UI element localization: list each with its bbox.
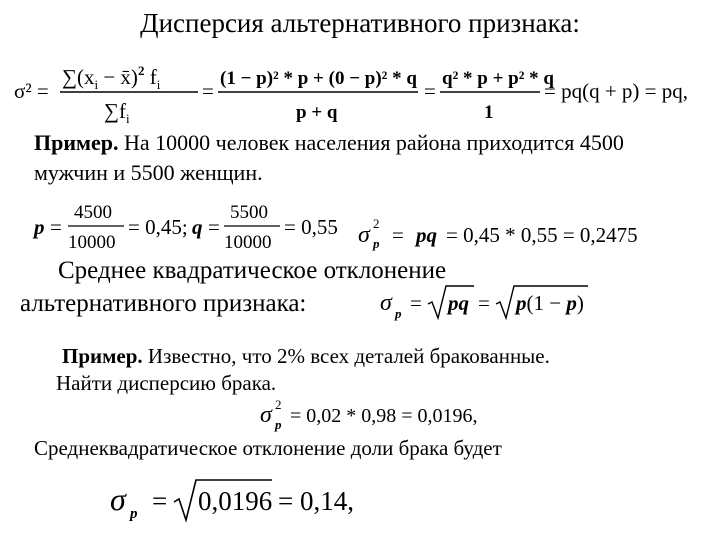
example2-text: Известно, что 2% всех деталей бракованные. [142,344,550,368]
equals-sign: = [152,486,168,516]
sigma-symbol: σ [110,481,126,517]
defect-variance-result: = 0,02 * 0,98 = 0,0196, [290,405,478,427]
fraction3-numerator: q² * p + p² * q [442,68,554,89]
p-numerator: 4500 [74,202,112,223]
formula-lhs: σ² = [14,79,49,103]
std-dev-formula [370,282,600,328]
sigma-subscript: p [395,306,402,321]
p-symbol: p [34,215,45,239]
example2-line1 [62,341,550,371]
formula-tail: = pq(q + p) = pq, [544,79,689,103]
fraction3-denominator: 1 [484,102,494,123]
variance-result: = 0,45 * 0,55 = 0,2475 [446,223,638,247]
equals-sign: = [410,291,422,315]
radicand-value: 0,0196 [198,486,273,516]
fraction2-numerator: (1 − p)² * p + (0 − p)² * q [220,68,417,89]
p-denominator: 10000 [68,232,116,253]
equals-sign: = [202,79,214,103]
p-q-formula [0,198,720,258]
equals-sign: = [392,223,404,247]
q-symbol: q [192,215,203,239]
sigma-subscript: p [130,506,138,522]
example2-label: Пример. [62,344,143,368]
conclusion-text: Среднеквадратическое отклонение доли брака будет [34,436,502,460]
q-numerator: 5500 [230,202,268,223]
std-dev-heading-line1: Среднее квадратическое отклонение [58,257,447,284]
fraction2-denominator: p + q [296,102,338,123]
pq-symbol: pq [416,223,437,247]
formula4-radicand: p(1 − p) [516,291,584,315]
example2-line2: Найти дисперсию брака. [56,371,277,395]
std-dev-result: = 0,14, [278,486,354,516]
example1-text-line2: мужчин и 5500 женщин. [34,160,263,185]
sigma-symbol: σ [358,222,370,248]
pq-symbol: pq [448,291,469,315]
defect-std-dev-formula [100,472,400,528]
sigma-subscript: p [275,417,282,432]
q-value: = 0,55 [284,215,338,239]
sigma-subscript: p [373,236,380,251]
std-dev-heading-line2: альтернативного признака: [20,290,307,317]
sigma-superscript: 2 [373,216,380,231]
page-title: Дисперсия альтернативного признака: [140,8,580,38]
equals-sign: = [424,79,436,103]
equals-sign: = [50,215,62,239]
example1-label: Пример. [34,130,119,155]
example1-text: На 10000 человек населения района приходится 4500 [118,130,624,155]
equals-sign: = [208,215,220,239]
equals-sign: = [478,291,490,315]
sigma-symbol: σ [380,290,392,316]
defect-variance-formula [252,396,512,436]
sigma-superscript: 2 [275,397,282,412]
sigma-symbol: σ [260,402,272,428]
fraction1-numerator: $\sum(x_i$ − x̄)$^2$ $f_i$ [62,63,161,92]
example1 [34,128,624,188]
q-denominator: 10000 [224,232,272,253]
p-value: = 0,45; [128,215,188,239]
variance-formula [0,52,720,124]
fraction1-denominator: $\sum f_i$ [104,99,130,124]
